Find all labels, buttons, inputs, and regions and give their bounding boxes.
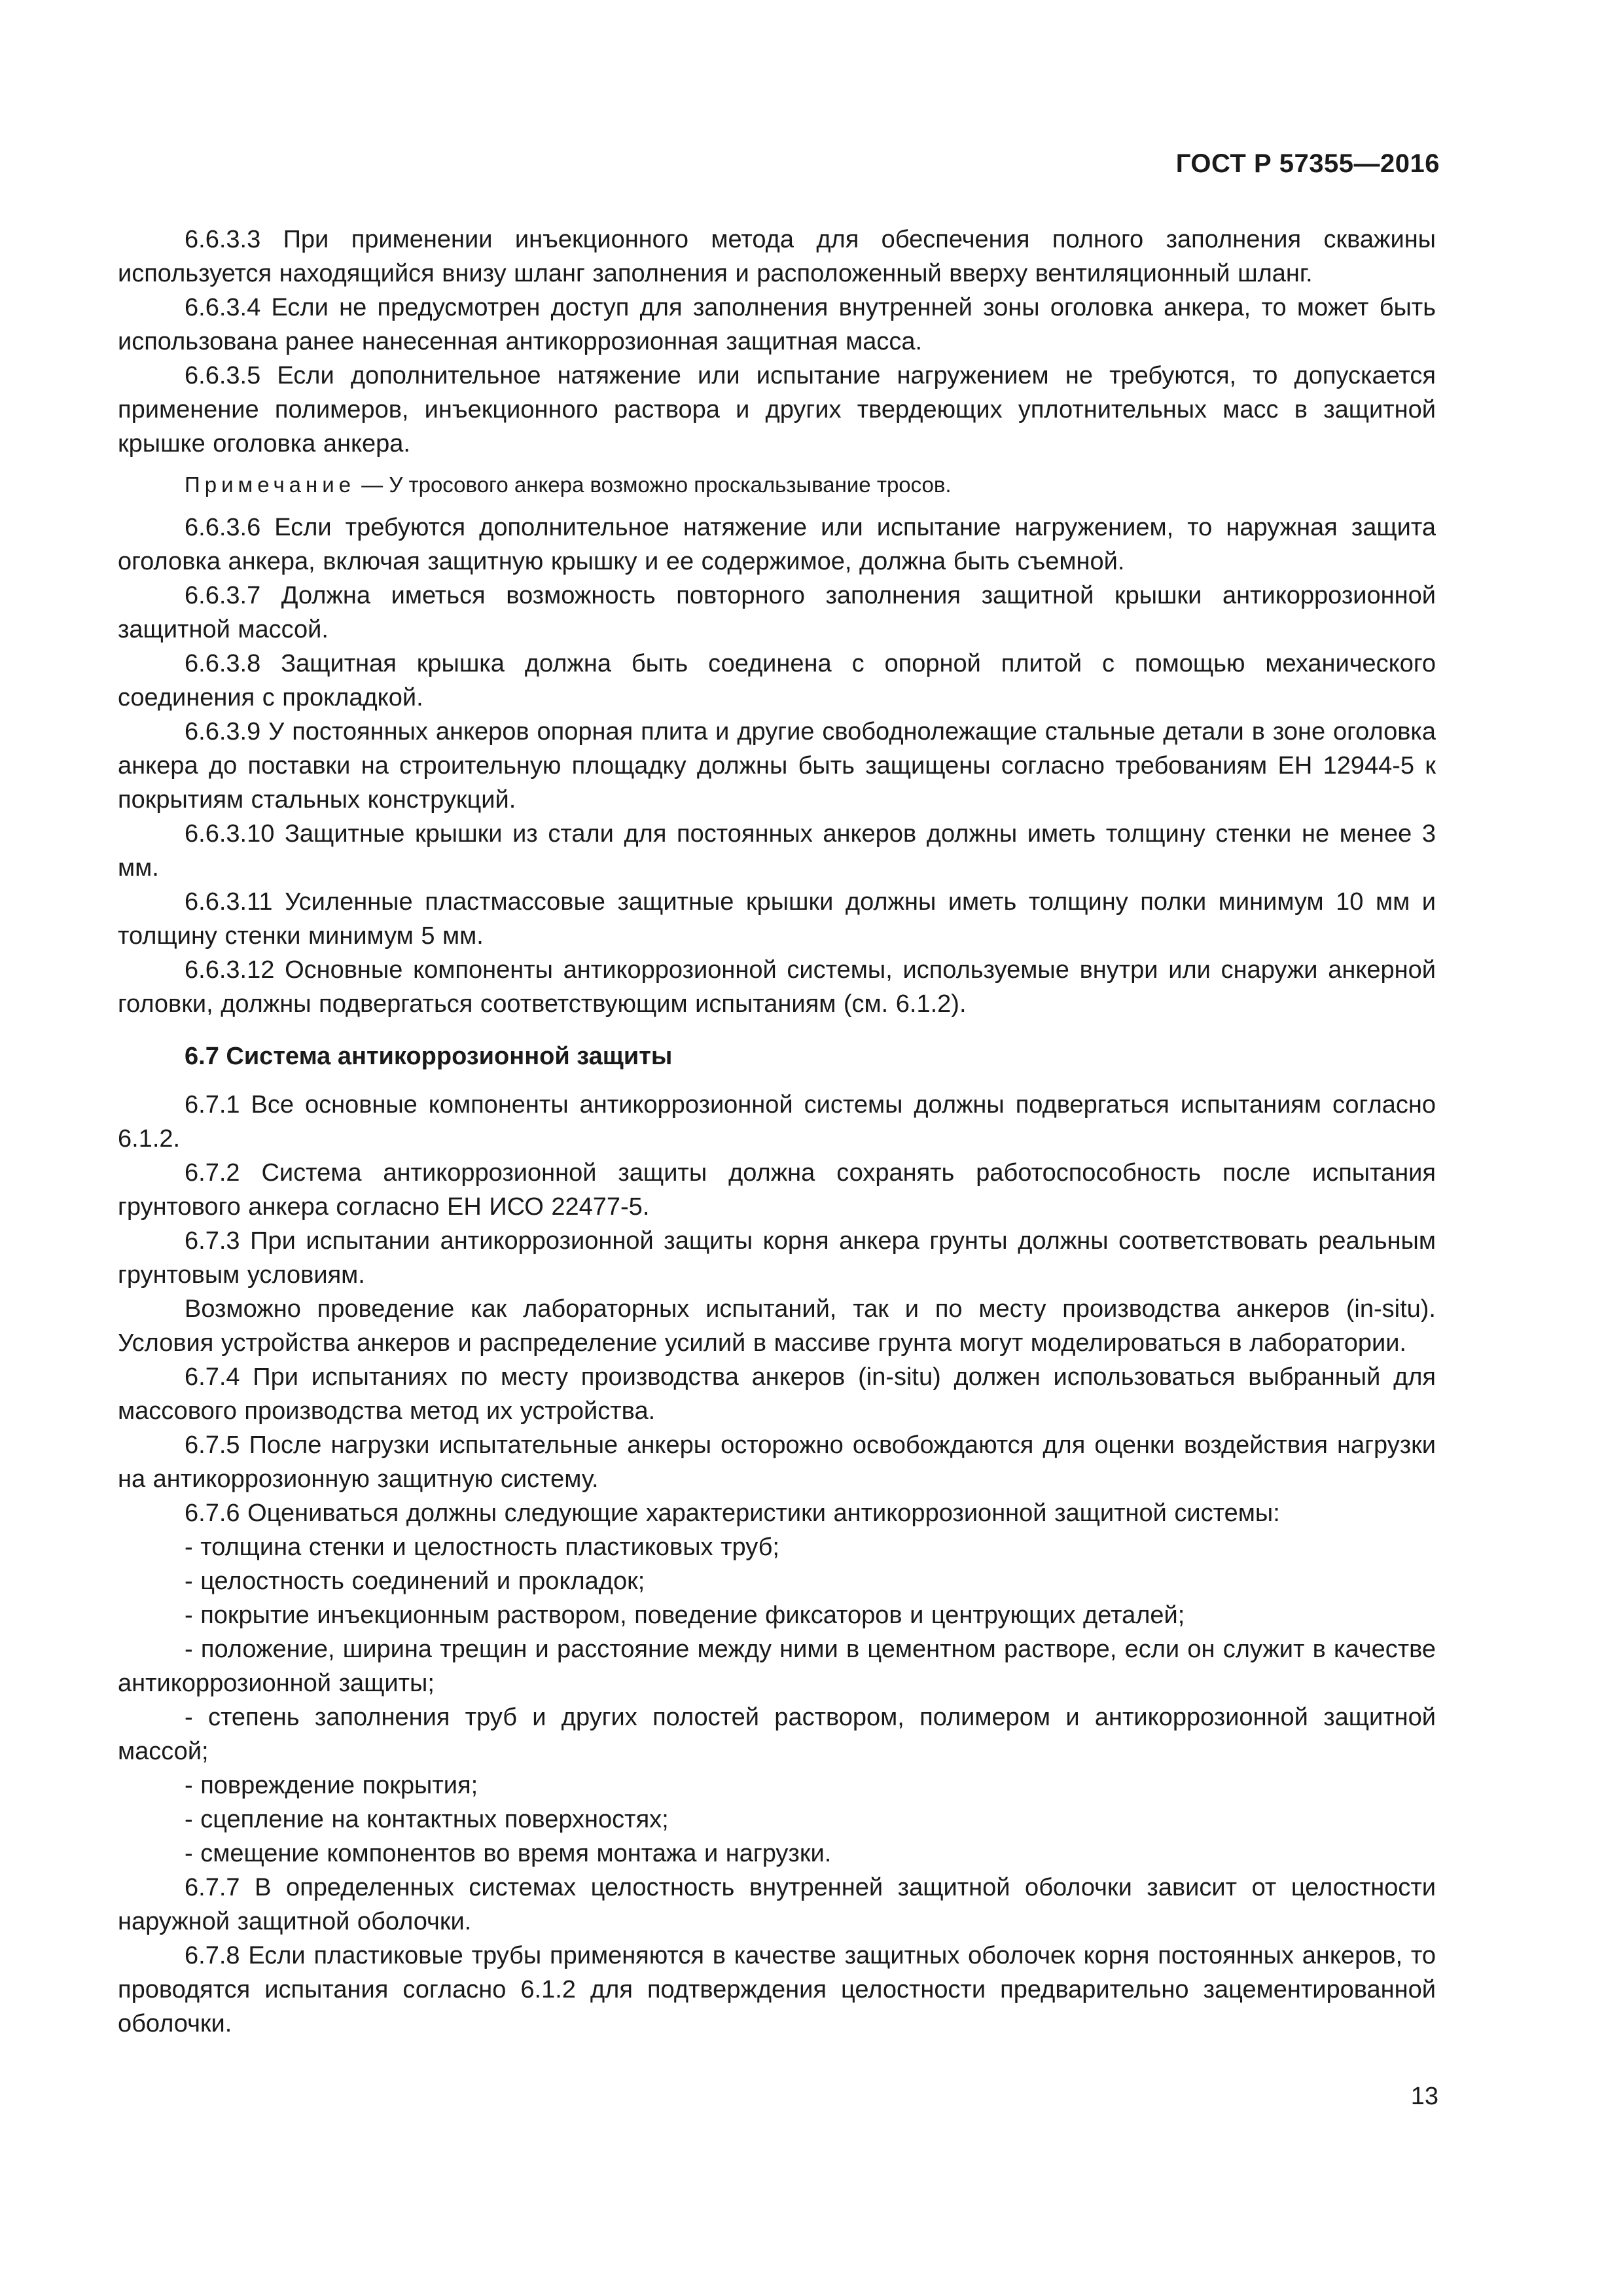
paragraph: 6.6.3.8 Защитная крышка должна быть соединена с опорной плитой с помощью механического соединения с прокладкой. (118, 650, 1436, 711)
note-label: Примечание (185, 473, 356, 497)
list-item: - повреждение покрытия; (185, 1772, 478, 1799)
paragraph: 6.7.3 При испытании антикоррозионной защиты корня анкера грунты должны соответствовать реальным грунтовым условиям. (118, 1227, 1436, 1289)
paragraph: 6.6.3.12 Основные компоненты антикоррозионной системы, используемые внутри или снаружи анкерной головки, должны подвергаться соответствующим испытаниям (см. 6.1.2). (118, 956, 1436, 1018)
list-item: - смещение компонентов во время монтажа и нагрузки. (185, 1840, 832, 1867)
page-body (118, 223, 1436, 2041)
paragraph: 6.6.3.4 Если не предусмотрен доступ для заполнения внутренней зоны оголовка анкера, то может быть использована ранее нанесенная антикоррозионная защитная масса. (118, 294, 1436, 355)
list-item: - толщина стенки и целостность пластиковых труб; (185, 1534, 779, 1561)
paragraph: 6.7.7 В определенных системах целостность внутренней защитной оболочки зависит от целостности наружной защитной оболочки. (118, 1874, 1436, 1935)
note (118, 469, 1436, 501)
note-text: — У тросового анкера возможно проскальзывание тросов. (355, 473, 952, 497)
paragraph: Возможно проведение как лабораторных испытаний, так и по месту производства анкеров (in-situ). Условия устройства анкеров и распределение усилий в массиве грунта могут моделироваться в лаборатории. (118, 1295, 1436, 1357)
paragraph: 6.7.2 Система антикоррозионной защиты должна сохранять работоспособность после испытания грунтового анкера согласно ЕН ИСО 22477-5. (118, 1159, 1436, 1221)
paragraph: 6.7.8 Если пластиковые трубы применяются в качестве защитных оболочек корня постоянных анкеров, то проводятся испытания согласно 6.1.2 для подтверждения целостности предварительно зацементированной оболочки. (118, 1942, 1436, 2037)
paragraph: 6.6.3.10 Защитные крышки из стали для постоянных анкеров должны иметь толщину стенки не менее 3 мм. (118, 820, 1436, 882)
list-item: - сцепление на контактных поверхностях; (185, 1806, 669, 1833)
paragraph: 6.6.3.7 Должна иметься возможность повторного заполнения защитной крышки антикоррозионной защитной массой. (118, 582, 1436, 643)
paragraph: 6.6.3.11 Усиленные пластмассовые защитные крышки должны иметь толщину полки минимум 10 мм и толщину стенки минимум 5 мм. (118, 888, 1436, 950)
list-item: - покрытие инъекционным раствором, поведение фиксаторов и центрующих деталей; (185, 1602, 1185, 1629)
list-item: - положение, ширина трещин и расстояние между ними в цементном растворе, если он служит в качестве антикоррозионной защиты; (118, 1636, 1436, 1697)
section-heading: 6.7 Система антикоррозионной защиты (185, 1043, 673, 1070)
list-item: - степень заполнения труб и других полостей раствором, полимером и антикоррозионной защитной массой; (118, 1704, 1436, 1765)
paragraph: 6.7.5 После нагрузки испытательные анкеры осторожно освобождаются для оценки воздействия нагрузки на антикоррозионную защитную систему. (118, 1431, 1436, 1493)
paragraph: 6.6.3.3 При применении инъекционного метода для обеспечения полного заполнения скважины используется находящийся внизу шланг заполнения и расположенный вверху вентиляционный шланг. (118, 226, 1436, 287)
paragraph: 6.7.1 Все основные компоненты антикоррозионной системы должны подвергаться испытаниям согласно 6.1.2. (118, 1091, 1436, 1153)
paragraph: 6.7.4 При испытаниях по месту производства анкеров (in-situ) должен использоваться выбранный для массового производства метод их устройства. (118, 1363, 1436, 1425)
paragraph: 6.7.6 Оцениваться должны следующие характеристики антикоррозионной защитной системы: (185, 1499, 1280, 1527)
document-code-header: ГОСТ Р 57355—2016 (1175, 149, 1440, 178)
paragraph: 6.6.3.9 У постоянных анкеров опорная плита и другие свободнолежащие стальные детали в зоне оголовка анкера до поставки на строительную площадку должны быть защищены согласно требованиям ЕН 12944-5 к покрытиям стальных конструкций. (118, 718, 1436, 814)
paragraph: 6.6.3.5 Если дополнительное натяжение или испытание нагружением не требуются, то допускается применение полимеров, инъекционного раствора и других твердеющих уплотнительных масс в защитной крышке оголовка анкера. (118, 362, 1436, 457)
page-number: 13 (1410, 2083, 1438, 2110)
list-item: - целостность соединений и прокладок; (185, 1568, 645, 1595)
paragraph: 6.6.3.6 Если требуются дополнительное натяжение или испытание нагружением, то наружная защита оголовка анкера, включая защитную крышку и ее содержимое, должна быть съемной. (118, 514, 1436, 575)
